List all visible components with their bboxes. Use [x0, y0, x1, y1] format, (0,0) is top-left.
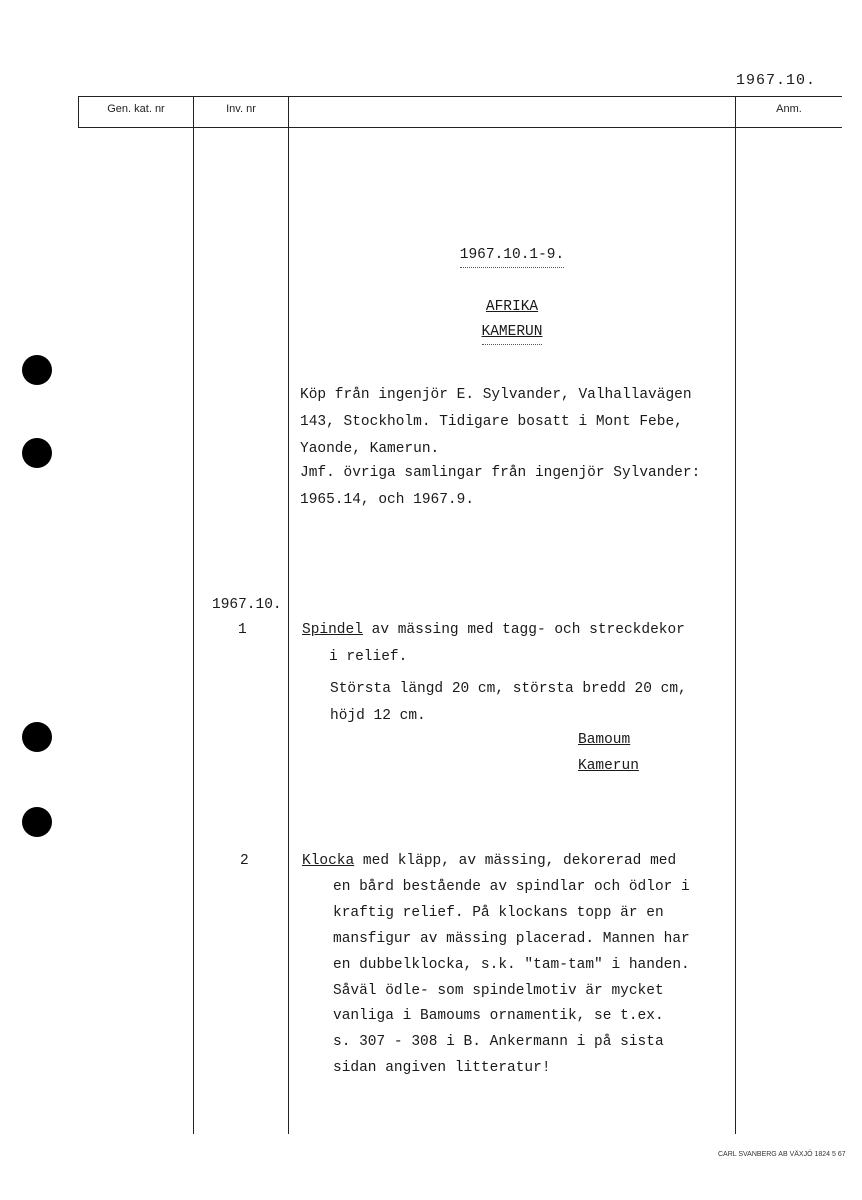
entry-1-origin-people — [578, 727, 630, 753]
column-header-inv-nr: Inv. nr — [226, 103, 256, 115]
entry-1-measure-2: höjd 12 cm. — [330, 708, 426, 724]
binder-hole-4 — [22, 807, 52, 837]
column-divider-3 — [735, 96, 736, 1134]
entry-2-first-line — [302, 848, 676, 874]
entry-1-origin-country — [578, 753, 639, 779]
continent-text: AFRIKA — [485, 299, 539, 315]
entry-2-line-5: en dubbelklocka, s.k. "tam-tam" i handen. — [333, 957, 690, 973]
intro-line-5: 1965.14, och 1967.9. — [300, 492, 475, 508]
entry-1-inv-number: 1 — [238, 622, 247, 638]
intro-line-4: Jmf. övriga samlingar från ingenjör Sylvander: — [300, 465, 701, 481]
intro-line-1: Köp från ingenjör E. Sylvander, Valhallavägen — [300, 387, 692, 403]
column-divider-left — [78, 96, 79, 127]
entry-1-people-text: Bamoum — [578, 732, 631, 748]
entry-2-title: Klocka — [302, 853, 355, 869]
entry-2-line-4: mansfigur av mässing placerad. Mannen har — [333, 931, 690, 947]
entry-1-inv-prefix: 1967.10. — [212, 597, 282, 613]
binder-hole-3 — [22, 722, 52, 752]
entry-2-line-3: kraftig relief. På klockans topp är en — [333, 905, 664, 921]
column-header-gen-kat-nr: Gen. kat. nr — [107, 103, 165, 115]
entry-2-line-8: s. 307 - 308 i B. Ankermann i på sista — [333, 1034, 664, 1050]
entry-2-line-6: Såväl ödle- som spindelmotiv är mycket — [333, 983, 664, 999]
binder-hole-2 — [22, 438, 52, 468]
column-divider-1 — [193, 96, 194, 1134]
column-header-anm: Anm. — [776, 103, 802, 115]
entry-2-line-7: vanliga i Bamoums ornamentik, se t.ex. — [333, 1008, 664, 1024]
printer-footer: CARL SVANBERG AB VÄXJÖ 1824 5 67 — [718, 1151, 846, 1158]
country-text: KAMERUN — [482, 324, 543, 345]
continent-heading — [290, 299, 734, 315]
entry-1-first-line — [302, 617, 685, 643]
entry-2-first-line-rest: med kläpp, av mässing, dekorerad med — [354, 853, 677, 869]
entry-2-inv-number: 2 — [240, 853, 249, 869]
catalog-reference: 1967.10. — [736, 72, 817, 89]
intro-line-2: 143, Stockholm. Tidigare bosatt i Mont Febe, — [300, 414, 683, 430]
collection-range-text: 1967.10.1-9. — [460, 247, 564, 268]
entry-2-line-2: en bård bestående av spindlar och ödlor i — [333, 879, 690, 895]
country-heading — [290, 324, 734, 340]
binder-hole-1 — [22, 355, 52, 385]
entry-1-first-line-rest: av mässing med tagg- och streckdekor — [362, 622, 685, 638]
entry-1-title: Spindel — [302, 622, 363, 638]
collection-range — [290, 247, 734, 263]
entry-1-country-text: Kamerun — [578, 758, 639, 774]
entry-1-measure-1: Största längd 20 cm, största bredd 20 cm, — [330, 681, 687, 697]
entry-2-line-9: sidan angiven litteratur! — [333, 1060, 551, 1076]
entry-1-line-2: i relief. — [329, 649, 408, 665]
column-divider-2 — [288, 96, 289, 1134]
intro-line-3: Yaonde, Kamerun. — [300, 441, 440, 457]
